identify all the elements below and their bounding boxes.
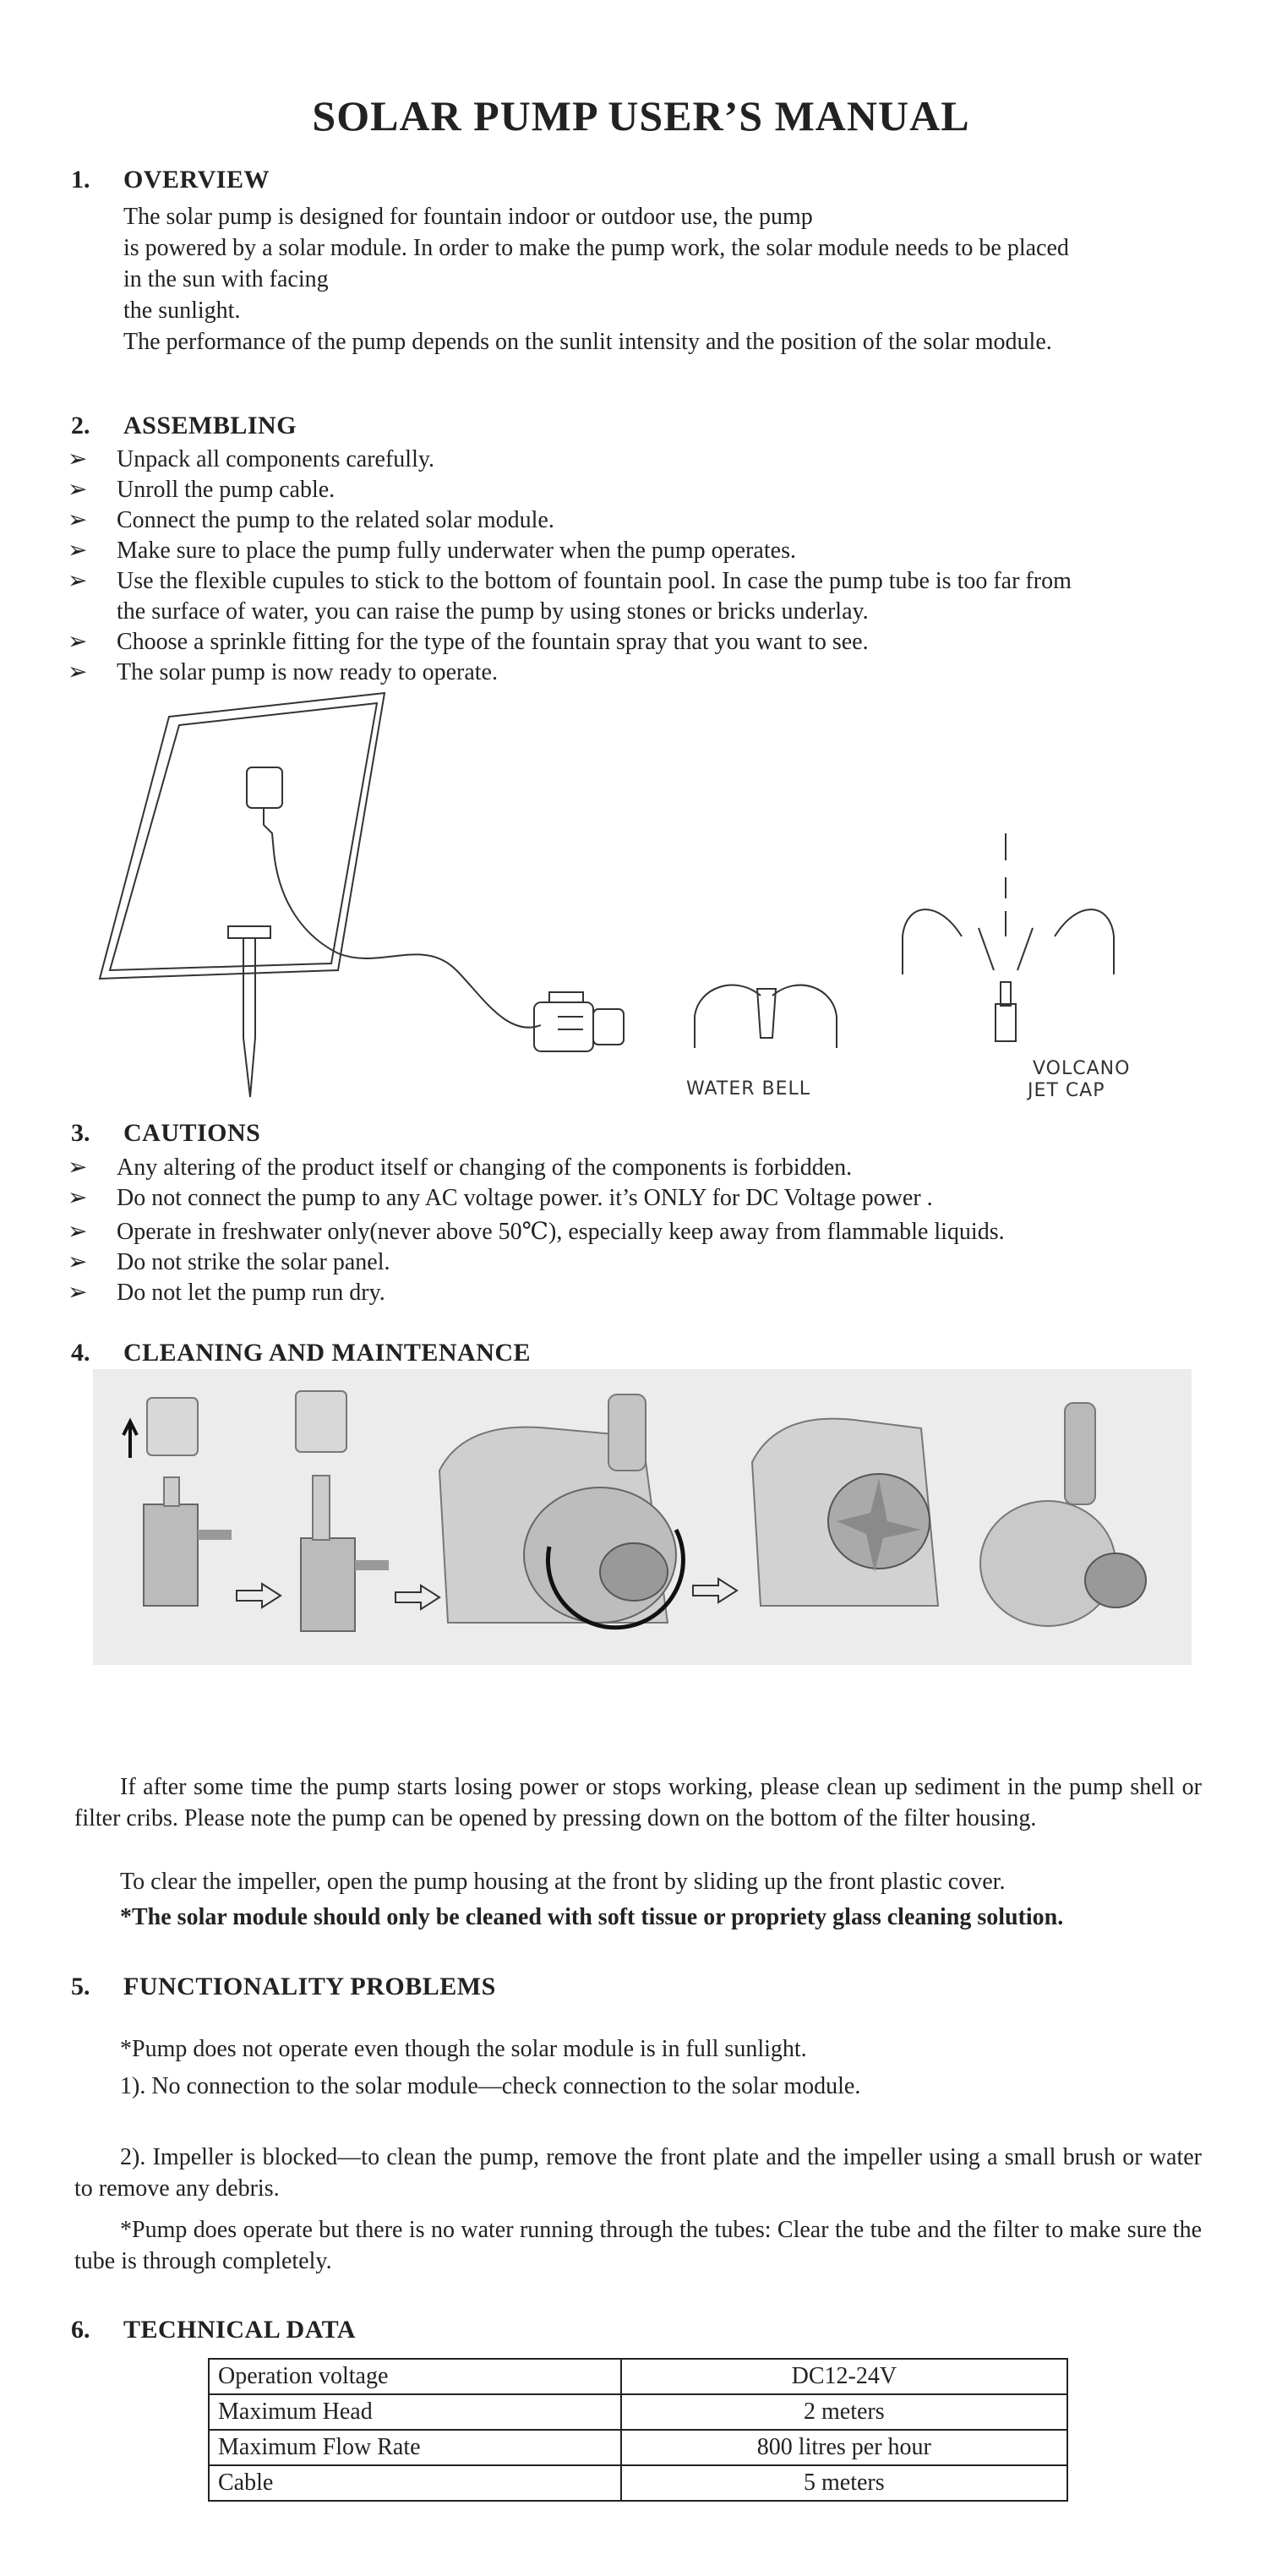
bullet-arrow-icon: ➢: [68, 507, 88, 533]
water-bell-illustration: [695, 985, 837, 1048]
table-row: [209, 2394, 1067, 2430]
section-heading-cleaning: 4. CLEANING AND MAINTENANCE: [71, 1339, 532, 1367]
bullet-arrow-icon: ➢: [68, 1249, 88, 1275]
pump-illustration: [534, 992, 624, 1051]
spec-value: 2 meters: [621, 2394, 1067, 2430]
section-heading-assembling: 2. ASSEMBLING: [71, 412, 297, 439]
overview-line: The solar pump is designed for fountain indoor or outdoor use, the pump: [123, 204, 813, 230]
spec-label: Maximum Head: [209, 2394, 621, 2430]
water-bell-label: WATER BELL: [686, 1078, 811, 1100]
table-row: [209, 2359, 1067, 2394]
section-heading-overview: 1. OVERVIEW: [71, 166, 270, 194]
overview-line: is powered by a solar module. In order to make the pump work, the solar module needs to be placed: [123, 235, 1069, 261]
jet-cap-label: JET CAP: [1028, 1080, 1105, 1101]
cleaning-impeller-text: To clear the impeller, open the pump housing at the front by sliding up the front plastic cover.: [120, 1869, 1006, 1895]
problem-text: 2). Impeller is blocked—to clean the pump, remove the front plate and the impeller using a small brush or water to remove any debris.: [74, 2144, 1202, 2202]
technical-data-table: [208, 2358, 1068, 2502]
problem-text: *Pump does not operate even though the solar module is in full sunlight.: [120, 2036, 807, 2062]
volcano-label: VOLCANO: [1033, 1058, 1131, 1079]
solar-panel-illustration: [100, 693, 541, 1028]
problem-text: 1). No connection to the solar module—check connection to the solar module.: [120, 2073, 861, 2099]
overview-text: [123, 201, 1247, 357]
spec-label: Cable: [209, 2465, 621, 2501]
overview-line: the sunlight.: [123, 297, 241, 324]
overview-line: The performance of the pump depends on the sunlit intensity and the position of the solar module.: [123, 329, 1052, 355]
cleaning-note: *The solar module should only be cleaned with soft tissue or propriety glass cleaning solution.: [120, 1904, 1064, 1930]
table-row: [209, 2465, 1067, 2501]
spec-value: 800 litres per hour: [621, 2430, 1067, 2465]
bullet-arrow-icon: ➢: [68, 538, 88, 564]
pump-housing-open: [752, 1419, 938, 1606]
section-heading-technical: 6. TECHNICAL DATA: [71, 2316, 357, 2344]
assembly-diagram: [0, 683, 1282, 1122]
volcano-jet-illustration: [903, 833, 1114, 1041]
cleaning-paragraph: If after some time the pump starts losing power or stops working, please clean up sediment in the pump shell or filter cribs. Please note the pump can be opened by pressing down on the bottom of the filter housing.: [74, 1774, 1202, 1831]
section-heading-problems: 5. FUNCTIONALITY PROBLEMS: [71, 1973, 496, 2000]
bullet-arrow-icon: ➢: [68, 1219, 88, 1245]
bullet-arrow-icon: ➢: [68, 659, 88, 685]
overview-line: in the sun with facing: [123, 266, 329, 292]
section-heading-cautions: 3. CAUTIONS: [71, 1119, 261, 1147]
bullet-arrow-icon: ➢: [68, 1154, 88, 1181]
ground-stake-illustration: [228, 926, 270, 1097]
spec-label: Maximum Flow Rate: [209, 2430, 621, 2465]
bullet-arrow-icon: ➢: [68, 629, 88, 655]
bullet-arrow-icon: ➢: [68, 446, 88, 472]
bullet-arrow-icon: ➢: [68, 1280, 88, 1306]
bullet-arrow-icon: ➢: [68, 1185, 88, 1211]
bullet-arrow-icon: ➢: [68, 568, 88, 594]
problem-text: *Pump does operate but there is no water running through the tubes: Clear the tube and the filter to make sure the tube is through completely.: [74, 2217, 1202, 2274]
bullet-arrow-icon: ➢: [68, 477, 88, 503]
spec-value: DC12-24V: [621, 2359, 1067, 2394]
cleaning-steps-illustration: [93, 1369, 1192, 1665]
spec-label: Operation voltage: [209, 2359, 621, 2394]
table-row: [209, 2430, 1067, 2465]
page-title: SOLAR PUMP USER’S MANUAL: [312, 92, 970, 139]
manual-page: SOLAR PUMP USER’S MANUAL 1. OVERVIEW The solar pump is designed for fountain indoor or outdoor use, the pump is powered by a solar module. In order to make the pump work, the solar module needs to be placed in the sun with facing the sunlight. The performance of the pump depends on the sunlit intensity and the position of the solar module. 2. ASSEMBLING ➢ Unpack all components carefully. ➢ Unroll the pump cable. ➢ Connect the pump to the related solar module. ➢ Make sure to place the pump fully underwater when the pump operates. ➢ Use the flexible cupules to stick to the bottom of fountain pool. In case the pump tube is too far from the surface of water, you can raise the pump by using stones or bricks underlay. ➢ Choose a sprinkle fitting for the type of the fountain spray that you want to see. ➢ The solar pump is now ready to operate. WATER BELL VOLCANO JET CAP 3. CAUTIONS ➢ Any altering of the product itself or changing of the components is forbidden. ➢ Do not connect the pump to any AC voltage power. it’s ONLY for DC Voltage power . ➢ Operate in freshwater only(never above 50℃), especially keep away from flammable liquids. ➢ Do not strike the solar panel. ➢ Do not let the pump run dry. 4. CLEANING AND MAINTENANCE If after some time the pump starts losing power or stops working, please clean up sediment in the pump shell or filter cribs. Please note the pump can be opened by pressing down on the bottom of the filter housing. To clear the impeller, open the pump housing at the front by sliding up the front plastic cover. *The solar module should only be cleaned with soft tissue or propriety glass cleaning solution. 5. FUNCTIONALITY PROBLEMS *Pump does not operate even though the solar module is in full sunlight. 1). No connection to the solar module—check connection to the solar module. 2). Impeller is blocked—to clean the pump, remove the front plate and the impeller using a small brush or water to remove any debris. *Pump does operate but there is no water running through the tubes: Clear the tube and the filter to make sure the tube is through completely. 6. TECHNICAL DATA Operation voltage DC12-24V Maximum Head 2 meters Maximum Flow Rate 800 litres per hour Cable 5 meters: [0, 0, 1282, 2576]
spec-value: 5 meters: [621, 2465, 1067, 2501]
